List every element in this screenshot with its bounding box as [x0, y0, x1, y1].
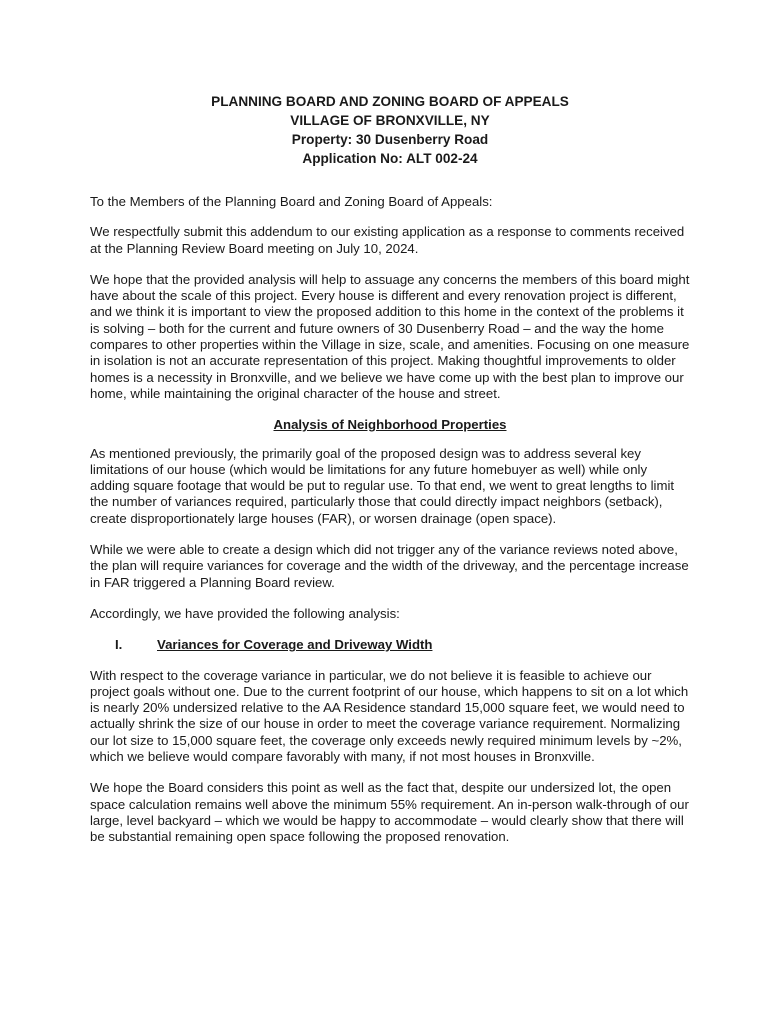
- subsection-title: Variances for Coverage and Driveway Width: [157, 637, 433, 653]
- paragraph-variances: While we were able to create a design which did not trigger any of the variance reviews noted above, the plan will require variances for coverage and the width of the driveway, and the percentage increase in FAR triggered a Planning Board review.: [90, 542, 689, 590]
- paragraph-context: We hope that the provided analysis will help to assuage any concerns the members of this board might have about the scale of this project. Every house is different and every renovation project is different, and we think it is important to view the proposed addition to this home in the context of the problems it is solving – both for the current and future owners of 30 Dusenberry Road – and the way the home compares to other properties within the Village in size, scale, and amenities. Focusing on one measure in isolation is not an accurate representation of this project. Making thoughtful improvements to older homes is a necessity in Bronxville, and we believe we have come up with the best plan to improve our home, while maintaining the original character of the house and street.: [90, 271, 690, 401]
- paragraph-accordingly: Accordingly, we have provided the following analysis:: [90, 605, 400, 621]
- subsection-number: I.: [115, 637, 123, 653]
- document-header: [90, 92, 690, 168]
- paragraph-coverage-variance: With respect to the coverage variance in particular, we do not believe it is feasible to achieve our project goals without one. Due to the current footprint of our house, which happens to sit on a lot which is nearly 20% undersized relative to the AA Residence standard 15,000 square feet, we would need to actually shrink the size of our house in order to meet the coverage variance requirement. Normalizing our lot size to 15,000 square feet, the coverage only exceeds newly required minimum levels by ~2%, which we believe would compare favorably with many, if not most houses in Bronxville.: [90, 667, 689, 765]
- section-title-analysis: Analysis of Neighborhood Properties: [273, 417, 507, 433]
- subsection-heading: [90, 637, 690, 653]
- header-village: VILLAGE OF BRONXVILLE, NY: [290, 113, 490, 128]
- salutation: To the Members of the Planning Board and Zoning Board of Appeals:: [90, 194, 493, 209]
- paragraph-design-goals: As mentioned previously, the primarily goal of the proposed design was to address several key limitations of our house (which would be limitations for any future homebuyer as well) while only adding square footage that would be put to regular use. To that end, we went to great lengths to limit the number of variances required, particularly those that could directly impact neighbors (setback), create disproportionately large houses (FAR), or worsen drainage (open space).: [90, 445, 675, 526]
- header-title: PLANNING BOARD AND ZONING BOARD OF APPEALS: [211, 94, 569, 109]
- header-application-number: Application No: ALT 002-24: [302, 151, 478, 166]
- header-property: Property: 30 Dusenberry Road: [291, 132, 489, 147]
- document-page: [90, 92, 690, 861]
- paragraph-addendum: We respectfully submit this addendum to our existing application as a response to comments received at the Planning Review Board meeting on July 10, 2024.: [90, 224, 685, 256]
- paragraph-open-space: We hope the Board considers this point as well as the fact that, despite our undersized lot, the open space calculation remains well above the minimum 55% requirement. An in-person walk-through of our large, level backyard – which we would be happy to accommodate – would clearly show that there will be substantial remaining open space following the proposed renovation.: [90, 780, 689, 845]
